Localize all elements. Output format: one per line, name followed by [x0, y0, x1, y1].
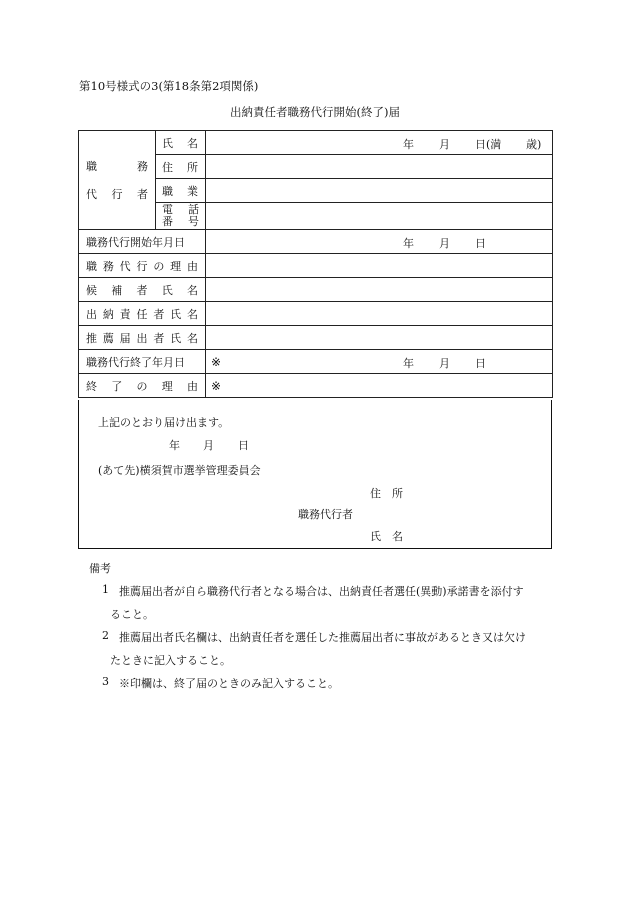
candidate-label: 候 補 者 氏 名	[79, 278, 206, 302]
reference-mark: ※	[211, 379, 222, 393]
declaration-day: 日	[238, 439, 249, 452]
note-text: ること。	[110, 608, 154, 621]
start-date-field[interactable]: 年 月 日	[206, 230, 553, 254]
form-reference: 第10号様式の3(第18条第2項関係)	[79, 79, 259, 93]
reference-mark: ※	[211, 355, 222, 369]
recommender-label: 推 薦 届 出 者 氏 名	[79, 326, 206, 350]
treasurer-field[interactable]	[206, 302, 553, 326]
address-label: 住 所	[370, 487, 403, 500]
name-label: 氏 名	[156, 131, 206, 155]
end-reason-label: 終 了 の 理 由	[79, 374, 206, 398]
job-field[interactable]	[206, 179, 553, 203]
recommender-field[interactable]	[206, 326, 553, 350]
candidate-field[interactable]	[206, 278, 553, 302]
note-text: 推薦届出者が自ら職務代行者となる場合は、出納責任者選任(異動)承諾書を添付す	[119, 585, 524, 598]
name-field[interactable]: 年 月 日 (満 歳)	[206, 131, 553, 155]
declaration-month: 月	[203, 439, 214, 452]
name-label: 氏 名	[370, 530, 403, 543]
agent-label: 職務代行者	[298, 508, 353, 521]
start-date-label: 職務代行開始年月日	[79, 230, 206, 254]
declaration-year: 年	[169, 439, 180, 452]
end-reason-field[interactable]	[206, 374, 553, 398]
end-date-label: 職務代行終了年月日	[79, 350, 206, 374]
declaration-box	[78, 400, 552, 549]
note-text: たときに記入すること。	[110, 654, 231, 667]
note-number: 1	[102, 583, 109, 596]
declaration-statement: 上記のとおり届け出ます。	[98, 416, 230, 429]
reason-label: 職 務 代 行 の 理 由	[79, 254, 206, 278]
notes-heading: 備考	[89, 562, 111, 575]
treasurer-label: 出 納 責 任 者 氏 名	[79, 302, 206, 326]
note-text: ※印欄は、終了届のときのみ記入すること。	[119, 677, 339, 690]
application-table	[78, 130, 553, 398]
address-field[interactable]	[206, 155, 553, 179]
job-label: 職 業	[156, 179, 206, 203]
reason-field[interactable]	[206, 254, 553, 278]
agent-group-label: 職 務 代 行 者	[79, 131, 156, 230]
note-text: 推薦届出者氏名欄は、出納責任者を選任した推薦届出者に事故があるとき又は欠け	[119, 631, 526, 644]
addressee: (あて先)横須賀市選挙管理委員会	[98, 464, 261, 477]
end-date-field[interactable]: ※ 年 月 日	[206, 350, 553, 374]
address-label: 住 所	[156, 155, 206, 179]
phone-field[interactable]	[206, 203, 553, 230]
form-title: 出納責任者職務代行開始(終了)届	[230, 105, 400, 119]
note-number: 3	[102, 675, 109, 688]
note-number: 2	[102, 629, 109, 642]
phone-label: 電 話 番 号	[156, 203, 206, 230]
